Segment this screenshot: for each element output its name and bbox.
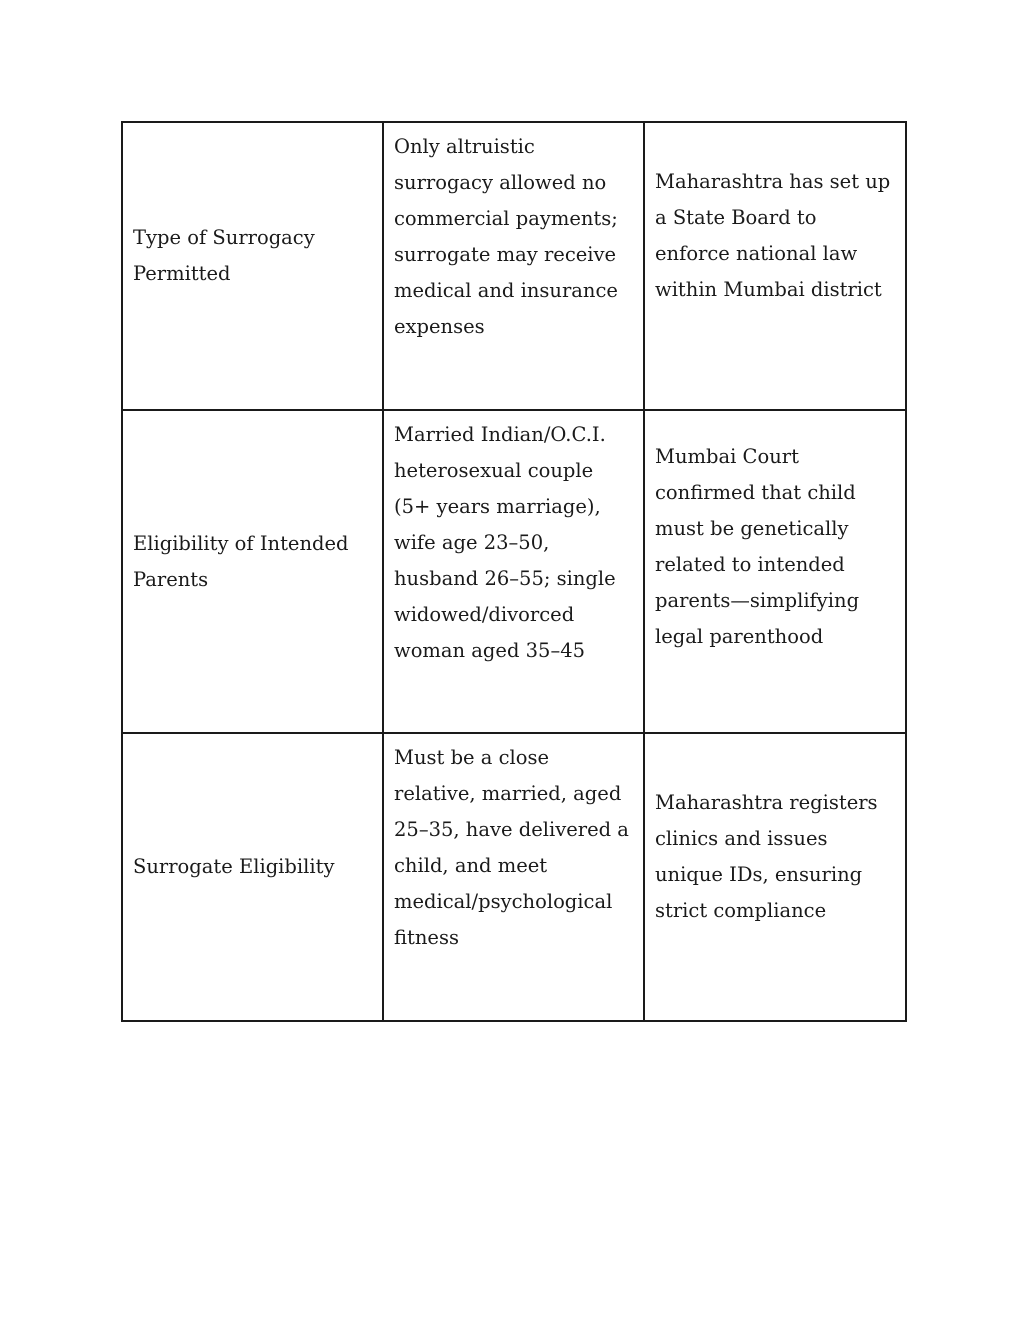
national-law-text: Married Indian/O.C.I. heterosexual couple (5+ years marriage), wife age 23–50, husband 26–55; single widowed/divorced woman aged 35–45 (394, 423, 616, 662)
surrogacy-comparison-table (121, 121, 907, 1022)
row-label-cell (122, 410, 383, 733)
mumbai-text: Maharashtra has set up a State Board to enforce national law within Mumbai district (655, 170, 891, 301)
national-law-text: Only altruistic surrogacy allowed no commercial payments; surrogate may receive medical and insurance expenses (394, 135, 618, 338)
mumbai-cell (644, 733, 906, 1021)
national-law-cell (383, 410, 644, 733)
row-label: Type of Surrogacy Permitted (133, 226, 315, 285)
national-law-cell (383, 733, 644, 1021)
row-label: Surrogate Eligibility (133, 855, 335, 878)
row-label-cell (122, 122, 383, 410)
mumbai-cell (644, 410, 906, 733)
mumbai-cell (644, 122, 906, 410)
table-row (122, 733, 906, 1021)
national-law-cell (383, 122, 644, 410)
row-label: Eligibility of Intended Parents (133, 531, 349, 591)
mumbai-text: Maharashtra registers clinics and issues unique IDs, ensuring strict compliance (655, 791, 878, 922)
mumbai-text: Mumbai Court confirmed that child must be genetically related to intended parents—simplifying legal parenthood (655, 444, 860, 648)
row-label-cell (122, 733, 383, 1021)
table-row (122, 122, 906, 410)
table-row (122, 410, 906, 733)
national-law-text: Must be a close relative, married, aged 25–35, have delivered a child, and meet medical/psychological fitness (394, 746, 629, 949)
